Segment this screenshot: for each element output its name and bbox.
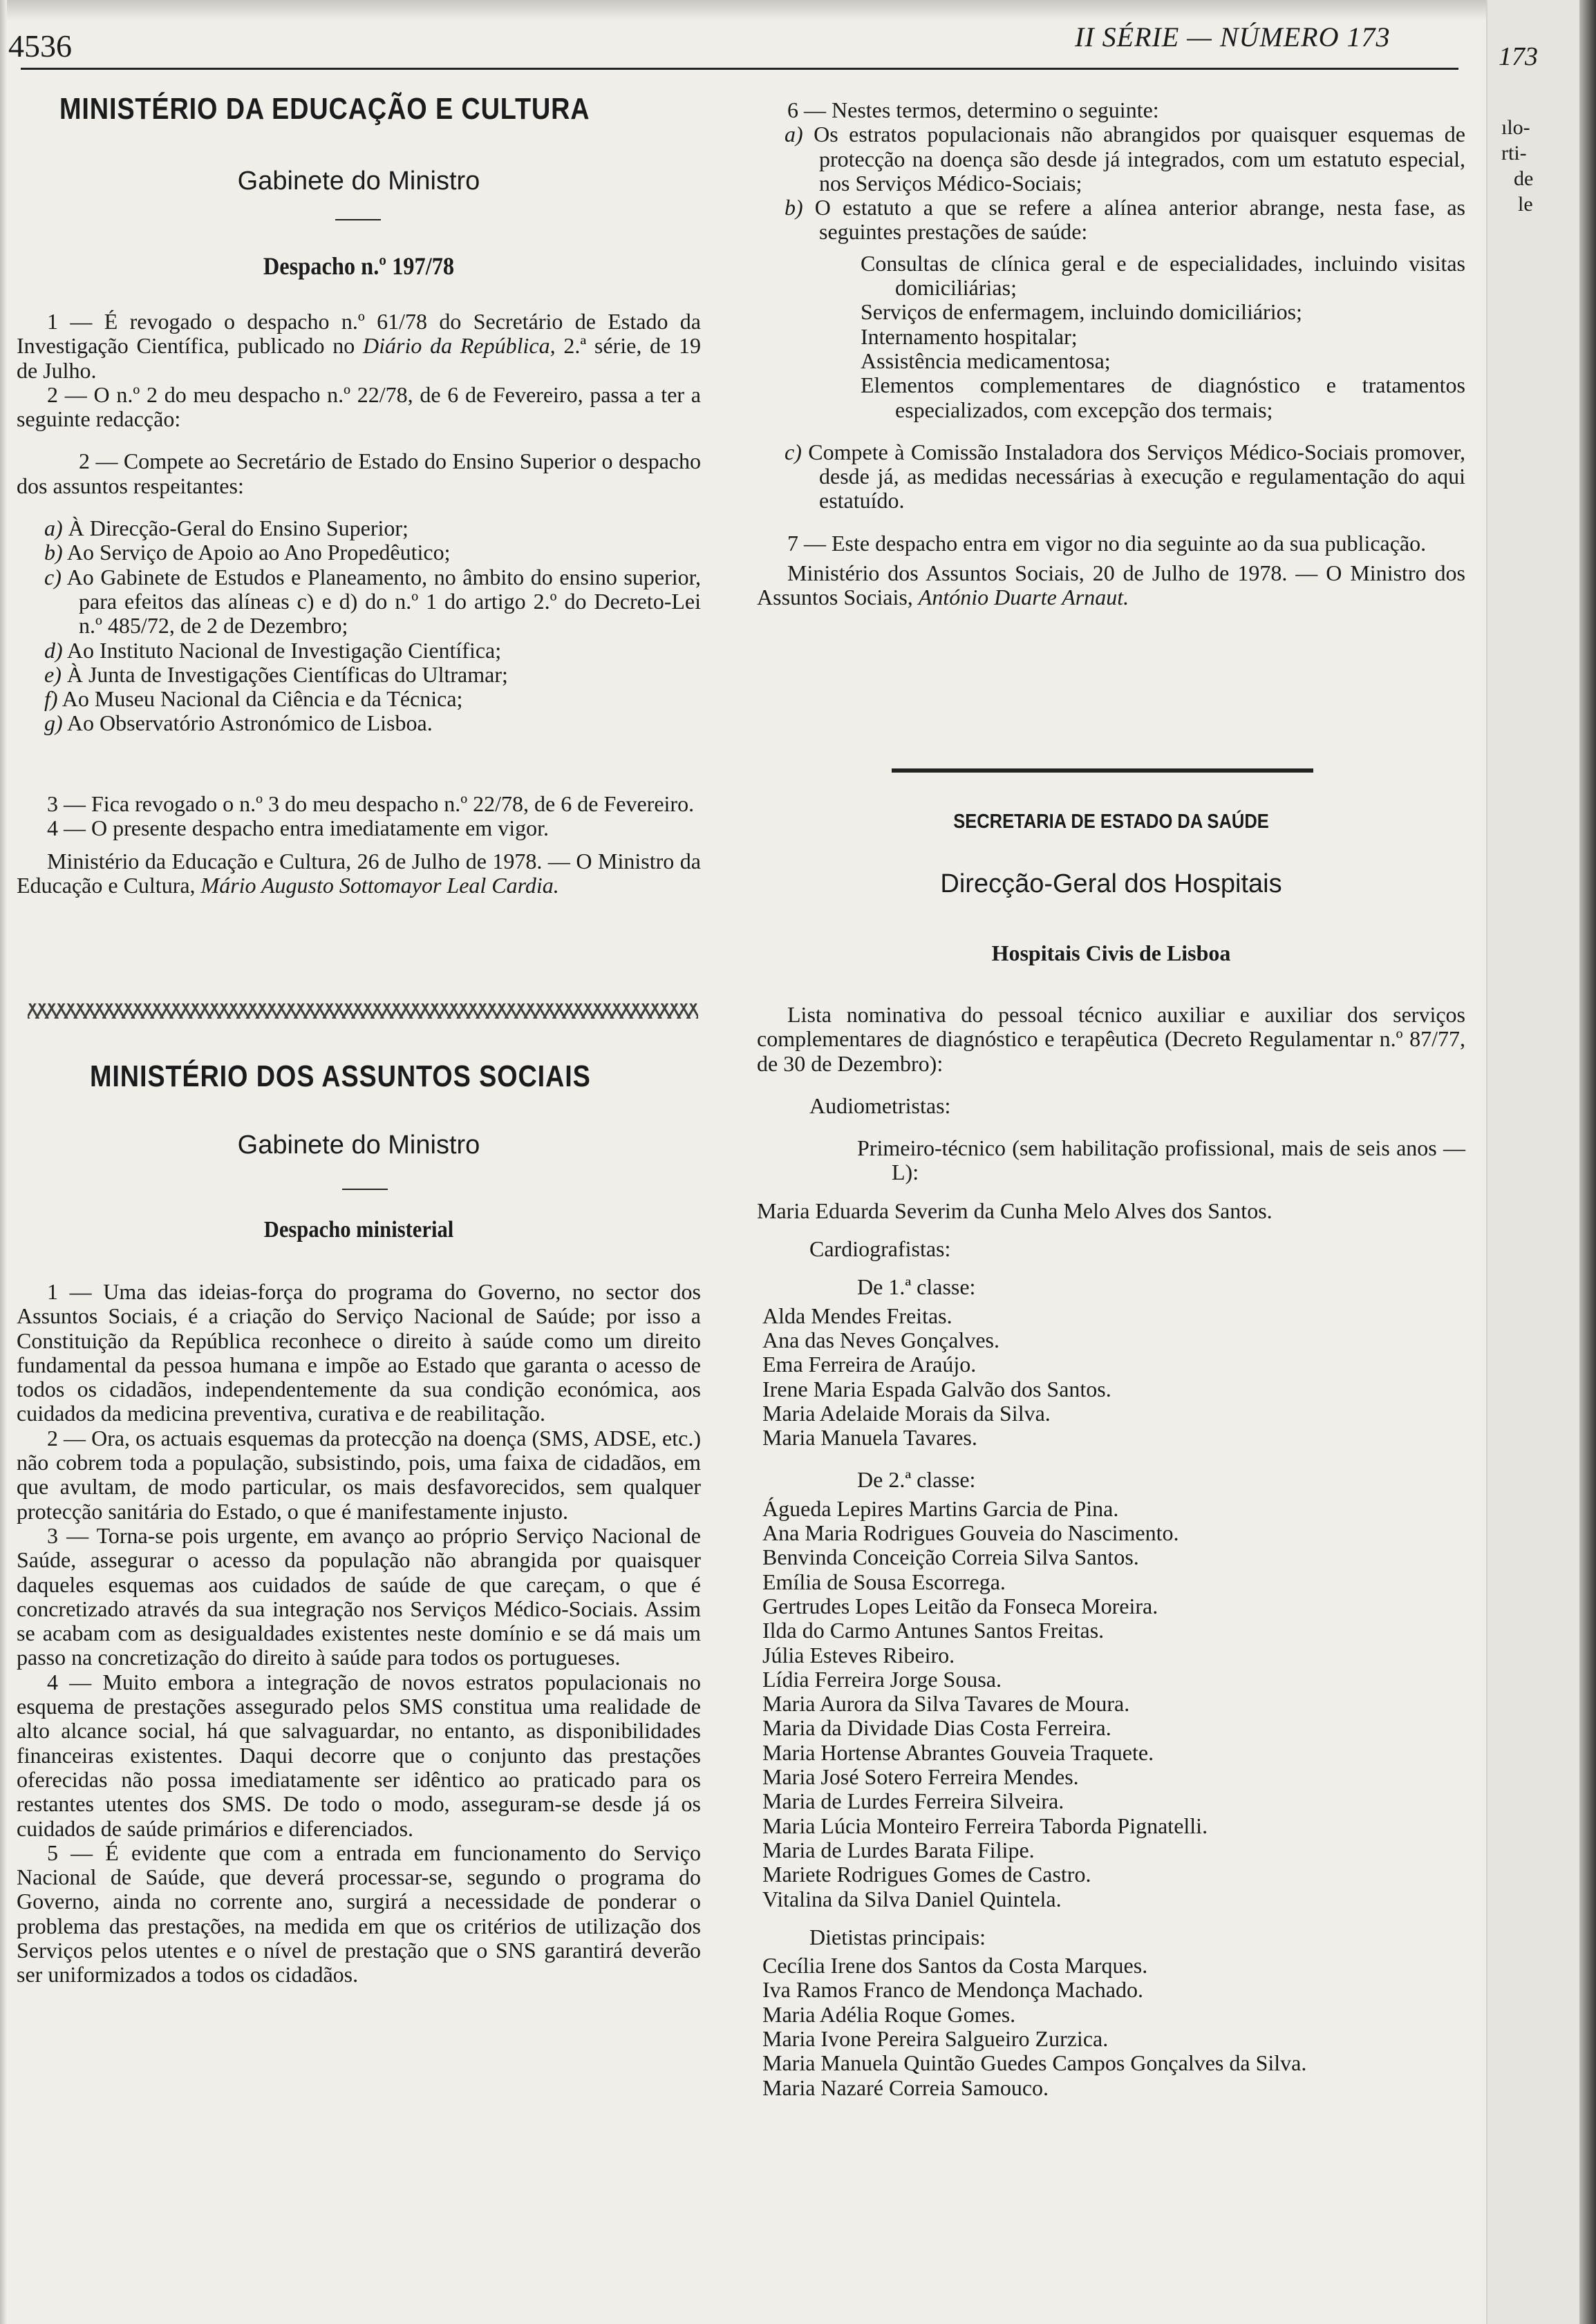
signature-text: Ministério dos Assuntos Sociais, 20 de Julho de 1978. — O Ministro dos Assuntos Sociais,	[757, 560, 1465, 610]
item-text: Os estratos populacionais não abrangidos por quaisquer esquemas de protecção na doença são desde já integrados, com um estatuto especial, nos Serviços Médico-Sociais;	[814, 122, 1466, 196]
list-item	[757, 122, 1465, 196]
staff-name: Águeda Lepires Martins Garcia de Pina.	[762, 1495, 1119, 1521]
staff-name: Mariete Rodrigues Gomes de Castro.	[762, 1862, 1091, 1887]
staff-name: Alda Mendes Freitas.	[762, 1303, 952, 1328]
item-label: d)	[44, 637, 63, 663]
staff-name: Ana Maria Rodrigues Gouveia do Nascimento.	[762, 1520, 1179, 1546]
despacho-title: Despacho n.º 197/78	[263, 252, 455, 280]
item-list	[17, 516, 701, 736]
item-label: b)	[785, 195, 803, 220]
signatory-name: António Duarte Arnaut.	[918, 585, 1129, 610]
text: 2.ª série, de 19 de Julho.	[17, 333, 701, 383]
item-text: À Direcção-Geral do Ensino Superior;	[68, 516, 409, 541]
item-text: Ao Observatório Astronómico de Lisboa.	[66, 710, 433, 736]
category-label: Dietistas principais:	[809, 1924, 986, 1949]
staff-name: Maria Aurora da Silva Tavares de Moura.	[762, 1691, 1130, 1717]
item-text: Ao Instituto Nacional de Investigação Científica;	[66, 637, 502, 663]
list-item	[17, 711, 701, 735]
grade-label: De 2.ª classe:	[857, 1467, 976, 1493]
italic-text: Diário da República,	[363, 333, 556, 359]
staff-name: Ilda do Carmo Antunes Santos Freitas.	[762, 1618, 1105, 1643]
category-label: Cardiografistas:	[809, 1236, 951, 1262]
item-text: Compete à Comissão Instaladora dos Serviços Médico-Sociais promover, desde já, as medidas necessárias à execução e regulamentação do aqui estatuído.	[808, 439, 1466, 513]
paragraph-3: 2 — Compete ao Secretário de Estado do Ensino Superior o despacho dos assuntos respeitantes:	[17, 448, 701, 498]
services-list	[757, 252, 1465, 422]
service-item: Internamento hospitalar;	[861, 323, 1078, 349]
staff-name: Maria Adélia Roque Gomes.	[762, 2001, 1016, 2027]
despacho-197-body	[17, 310, 701, 736]
staff-name: Maria José Sotero Ferreira Mendes.	[762, 1764, 1079, 1790]
paragraph: 1 — Uma das ideias-força do programa do Governo, no sector dos Assuntos Sociais, é a criação do Serviço Nacional de Saúde; por isso a Constituição da República reconhece o direito à saúde como um direito fundamental da pessoa humana e impõe ao Estado que garanta o acesso de todos os cidadãos, independentemente da sua condição económica, aos cuidados da medicina preventiva, curativa e de reabilitação.	[17, 1279, 701, 1426]
section-rule	[342, 1189, 388, 1190]
item-label: c)	[785, 439, 802, 464]
signature	[757, 561, 1465, 610]
section-rule	[335, 219, 381, 220]
grade-label: De 1.ª classe:	[857, 1274, 976, 1300]
direccao-heading: Direcção-Geral dos Hospitais	[940, 869, 1282, 898]
staff-name: Emília de Sousa Escorrega.	[762, 1569, 1006, 1594]
paragraph: 3 — Torna-se pois urgente, em avanço ao próprio Serviço Nacional de Saúde, assegurar o acesso da população não abrangida por quaisquer daqueles esquemas aos cuidados de saúde de que careçam, o que é concretizado através da sua integração nos Serviços Médico-Sociais. Assim se acabam com as desigualdades existentes neste domínio e se dá mais um passo na concretização do direito à saúde para todos os portugueses.	[17, 1522, 701, 1670]
list-item	[17, 639, 701, 663]
item-label: b)	[44, 540, 63, 565]
ministry-heading: MINISTÉRIO DOS ASSUNTOS SOCIAIS	[90, 1059, 591, 1093]
names-list	[757, 1304, 1465, 1451]
item-label: a)	[785, 122, 803, 147]
series-header: II SÉRIE — NÚMERO 173	[1075, 21, 1391, 53]
adjacent-fragment: ılo-	[1501, 116, 1530, 139]
text: 1 — É revogado o despacho n.º 61/78 do Secretário de Estado da Investigação Científica, publicado no	[17, 309, 701, 359]
staff-name: Gertrudes Lopes Leitão da Fonseca Moreira.	[762, 1593, 1158, 1618]
item-label: c)	[44, 564, 62, 589]
paragraph-1	[17, 310, 701, 383]
signatory-name: Mário Augusto Sottomayor Leal Cardia.	[200, 872, 559, 898]
list-item	[17, 516, 701, 540]
signature-text: Ministério da Educação e Cultura, 26 de Julho de 1978. — O Ministro da Educação e Cultura,	[17, 848, 701, 898]
item-text: Ao Serviço de Apoio ao Ano Propedêutico;	[66, 540, 451, 565]
paragraph-5: 4 — O presente despacho entra imediatamente em vigor.	[47, 815, 549, 841]
item-label: f)	[44, 686, 58, 712]
grade-label	[757, 1136, 1465, 1185]
paragraph: 2 — Ora, os actuais esquemas da protecção na doença (SMS, ADSE, etc.) não cobrem toda a população, subsistindo, pois, uma faixa de cidadãos, em que avultam, de modo particular, os mais desfavorecidos, sem qualquer protecção sanitária do Estado, o que é manifestamente injusto.	[17, 1425, 701, 1524]
staff-name: Maria Lúcia Monteiro Ferreira Taborda Pignatelli.	[762, 1813, 1208, 1838]
paragraph-2: 2 — O n.º 2 do meu despacho n.º 22/78, de 6 de Fevereiro, passa a ter a seguinte redacção:	[17, 381, 701, 432]
staff-name: Maria Eduarda Severim da Cunha Melo Alves dos Santos.	[757, 1198, 1273, 1223]
item-label: g)	[44, 710, 63, 736]
names-list	[757, 1954, 1465, 2100]
despacho-ministerial-continued	[757, 98, 1465, 610]
adjacent-fragment: rti-	[1501, 142, 1527, 164]
staff-name: Benvinda Conceição Correia Silva Santos.	[762, 1544, 1139, 1570]
despacho-197-closing	[17, 792, 701, 898]
paragraph-6: 6 — Nestes termos, determino o seguinte:	[787, 97, 1159, 122]
names-list	[757, 1497, 1465, 1911]
service-item: Elementos complementares de diagnóstico e tratamentos especializados, com excepção dos termais;	[861, 372, 1465, 422]
list-intro: Lista nominativa do pessoal técnico auxiliar e auxiliar dos serviços complementares de diagnóstico e terapêutica (Decreto Regulamentar n.º 87/77, de 30 de Dezembro):	[757, 1002, 1465, 1076]
paragraph: 4 — Muito embora a integração de novos estratos populacionais no esquema de prestações assegurado pelos SMS constitua uma realidade de alto alcance social, há que salvaguardar, no entanto, as disponibilidades financeiras existentes. Daqui decorre que o conjunto das prestações oferecidas não possa imediatamente ser idêntico ao praticado para os restantes utentes dos SMS. De todo o modo, asseguram-se desde já os cuidados de saúde primários e diferenciados.	[17, 1669, 701, 1841]
despacho-title: Despacho ministerial	[263, 1217, 454, 1243]
service-item: Consultas de clínica geral e de especialidades, incluindo visitas domiciliárias;	[861, 250, 1465, 301]
item-label: a)	[44, 516, 63, 541]
staff-name: Irene Maria Espada Galvão dos Santos.	[762, 1376, 1111, 1401]
section-rule-thick	[892, 768, 1313, 773]
staff-name: Júlia Esteves Ribeiro.	[762, 1642, 955, 1668]
paragraph-4: 3 — Fica revogado o n.º 3 do meu despacho n.º 22/78, de 6 de Fevereiro.	[47, 791, 695, 816]
signature	[17, 849, 701, 898]
list-item	[17, 663, 701, 687]
list-item	[17, 540, 701, 565]
hospitais-heading: Hospitais Civis de Lisboa	[991, 941, 1231, 965]
grade-text: Primeiro-técnico (sem habilitação profissional, mais de seis anos — L):	[857, 1135, 1465, 1185]
header-rule	[21, 68, 1458, 70]
adjacent-fragment: le	[1518, 193, 1533, 216]
staff-name: Maria Ivone Pereira Salgueiro Zurzica.	[762, 2025, 1109, 2051]
staff-name: Maria de Lurdes Barata Filipe.	[762, 1837, 1035, 1862]
staff-name: Ema Ferreira de Araújo.	[762, 1352, 977, 1377]
category-label: Audiometristas:	[809, 1093, 951, 1118]
staff-name: Maria Manuela Quintão Guedes Campos Gonçalves da Silva.	[762, 2050, 1307, 2076]
paragraph: 5 — É evidente que com a entrada em funcionamento do Serviço Nacional de Saúde, que deverá processar-se, segundo o programa do Governo, ainda no corrente ano, surgirá a necessidade de ponderar o problema das prestações, na medida em que os critérios de utilização dos Serviços pelos utentes e o nível de prestação que o SNS garantirá deverão ser uniformizados a todos os cidadãos.	[17, 1840, 701, 1987]
list-item	[757, 196, 1465, 245]
item-text: Ao Museu Nacional da Ciência e da Técnica;	[62, 686, 463, 712]
secretaria-heading: SECRETARIA DE ESTADO DA SAÚDE	[953, 811, 1269, 833]
scan-top-shadow	[0, 0, 1596, 21]
item-text: À Junta de Investigações Científicas do Ultramar;	[66, 661, 508, 687]
adjacent-fragment: de	[1514, 167, 1534, 190]
cabinet-heading: Gabinete do Ministro	[237, 167, 480, 196]
staff-name: Cecília Irene dos Santos da Costa Marques.	[762, 1953, 1148, 1978]
item-text: Ao Gabinete de Estudos e Planeamento, no âmbito do ensino superior, para efeitos das alíneas c) e d) do n.º 1 do artigo 2.º do Decreto-Lei n.º 485/72, de 2 de Dezembro;	[66, 564, 702, 639]
service-item: Serviços de enfermagem, incluindo domiciliários;	[861, 299, 1302, 325]
staff-name: Lídia Ferreira Jorge Sousa.	[762, 1666, 1002, 1692]
staff-list	[757, 1003, 1465, 2100]
staff-name: Maria Nazaré Correia Samouco.	[762, 2075, 1049, 2100]
item-text: O estatuto a que se refere a alínea anterior abrange, nesta fase, as seguintes prestações de saúde:	[814, 195, 1466, 245]
scan-left-edge	[0, 0, 7, 2324]
ministry-heading: MINISTÉRIO DA EDUCAÇÃO E CULTURA	[59, 92, 590, 126]
staff-name: Vitalina da Silva Daniel Quintela.	[762, 1886, 1062, 1911]
staff-name: Maria Hortense Abrantes Gouveia Traquete.	[762, 1739, 1154, 1765]
page-number: 4536	[8, 28, 72, 64]
section-divider-ornament	[28, 1003, 698, 1019]
list-item	[757, 440, 1465, 513]
staff-name: Iva Ramos Franco de Mendonça Machado.	[762, 1977, 1143, 2003]
paragraph-7: 7 — Este despacho entra em vigor no dia seguinte ao da sua publicação.	[787, 530, 1427, 556]
list-item	[17, 687, 701, 711]
service-item: Assistência medicamentosa;	[861, 348, 1111, 373]
adjacent-page-number: 173	[1499, 42, 1538, 71]
scan-right-edge	[1579, 0, 1596, 2324]
staff-name: Maria da Dividade Dias Costa Ferreira.	[762, 1715, 1111, 1741]
staff-name: Ana das Neves Gonçalves.	[762, 1327, 999, 1352]
despacho-ministerial-body	[17, 1280, 701, 1987]
staff-name: Maria de Lurdes Ferreira Silveira.	[762, 1788, 1064, 1814]
staff-name: Maria Adelaide Morais da Silva.	[762, 1400, 1051, 1426]
staff-name: Maria Manuela Tavares.	[762, 1425, 977, 1451]
cabinet-heading: Gabinete do Ministro	[237, 1131, 480, 1160]
list-item	[17, 565, 701, 639]
item-label: e)	[44, 661, 62, 687]
